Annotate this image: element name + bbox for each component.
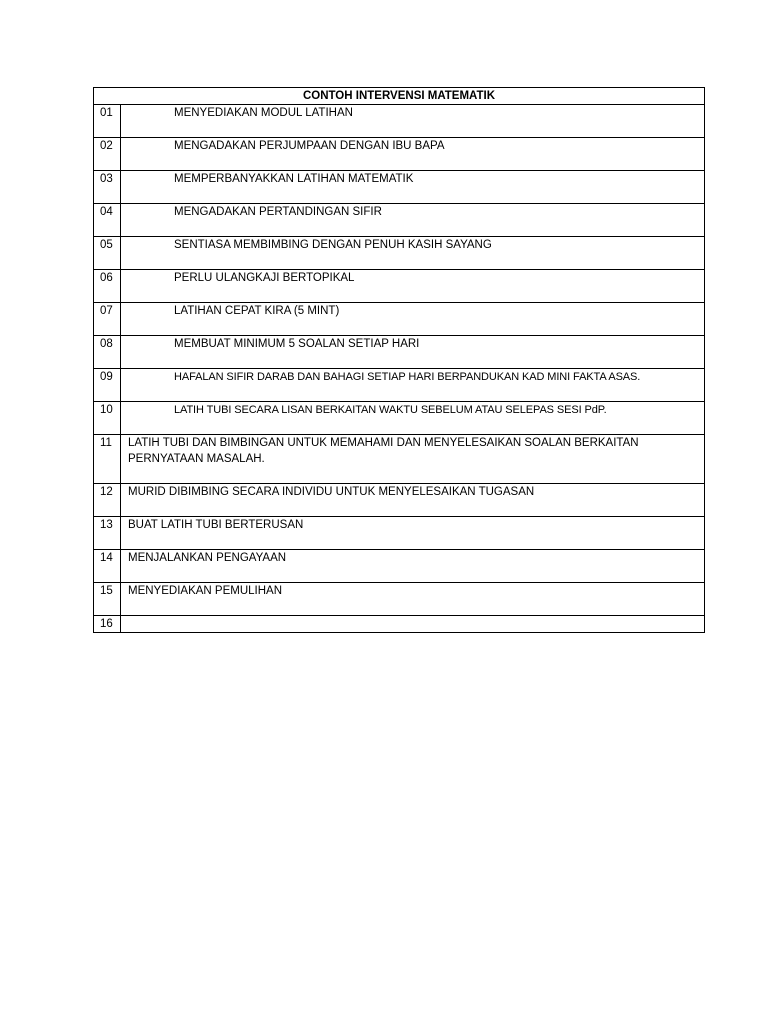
row-number: 15 <box>94 583 121 616</box>
row-text: HAFALAN SIFIR DARAB DAN BAHAGI SETIAP HARI BERPANDUKAN KAD MINI FAKTA ASAS. <box>121 369 705 402</box>
table-title: CONTOH INTERVENSI MATEMATIK <box>94 88 705 105</box>
row-number: 10 <box>94 402 121 435</box>
table-header-row <box>94 88 705 105</box>
row-number: 01 <box>94 105 121 138</box>
row-text: MURID DIBIMBING SECARA INDIVIDU UNTUK MENYELESAIKAN TUGASAN <box>121 484 705 517</box>
row-text: MEMBUAT MINIMUM 5 SOALAN SETIAP HARI <box>121 336 705 369</box>
row-number: 11 <box>94 435 121 484</box>
row-number: 13 <box>94 517 121 550</box>
table-row <box>94 336 705 369</box>
row-text: SENTIASA MEMBIMBING DENGAN PENUH KASIH SAYANG <box>121 237 705 270</box>
table-row <box>94 171 705 204</box>
row-number: 08 <box>94 336 121 369</box>
table-row <box>94 583 705 616</box>
row-number: 03 <box>94 171 121 204</box>
table-row <box>94 270 705 303</box>
table-row <box>94 402 705 435</box>
row-text: MENYEDIAKAN PEMULIHAN <box>121 583 705 616</box>
row-text: MENYEDIAKAN MODUL LATIHAN <box>121 105 705 138</box>
row-text: MENGADAKAN PERTANDINGAN SIFIR <box>121 204 705 237</box>
table-row <box>94 369 705 402</box>
row-text: LATIH TUBI SECARA LISAN BERKAITAN WAKTU SEBELUM ATAU SELEPAS SESI PdP. <box>121 402 705 435</box>
intervention-table <box>93 87 705 633</box>
row-number: 12 <box>94 484 121 517</box>
table-row <box>94 237 705 270</box>
table-row <box>94 138 705 171</box>
row-text: MENJALANKAN PENGAYAAN <box>121 550 705 583</box>
row-text: LATIH TUBI DAN BIMBINGAN UNTUK MEMAHAMI DAN MENYELESAIKAN SOALAN BERKAITAN PERNYATAAN MASALAH. <box>121 435 705 484</box>
row-text: LATIHAN CEPAT KIRA (5 MINT) <box>121 303 705 336</box>
table-row <box>94 616 705 633</box>
table-row <box>94 484 705 517</box>
row-number: 09 <box>94 369 121 402</box>
row-number: 16 <box>94 616 121 633</box>
row-text: BUAT LATIH TUBI BERTERUSAN <box>121 517 705 550</box>
row-text: MENGADAKAN PERJUMPAAN DENGAN IBU BAPA <box>121 138 705 171</box>
table-row <box>94 303 705 336</box>
row-text <box>121 616 705 633</box>
table-row <box>94 435 705 484</box>
row-number: 04 <box>94 204 121 237</box>
row-number: 07 <box>94 303 121 336</box>
row-text: PERLU ULANGKAJI BERTOPIKAL <box>121 270 705 303</box>
row-number: 06 <box>94 270 121 303</box>
row-text: MEMPERBANYAKKAN LATIHAN MATEMATIK <box>121 171 705 204</box>
table-row <box>94 105 705 138</box>
table-row <box>94 550 705 583</box>
table-row <box>94 517 705 550</box>
table-row <box>94 204 705 237</box>
row-number: 05 <box>94 237 121 270</box>
row-number: 14 <box>94 550 121 583</box>
row-number: 02 <box>94 138 121 171</box>
